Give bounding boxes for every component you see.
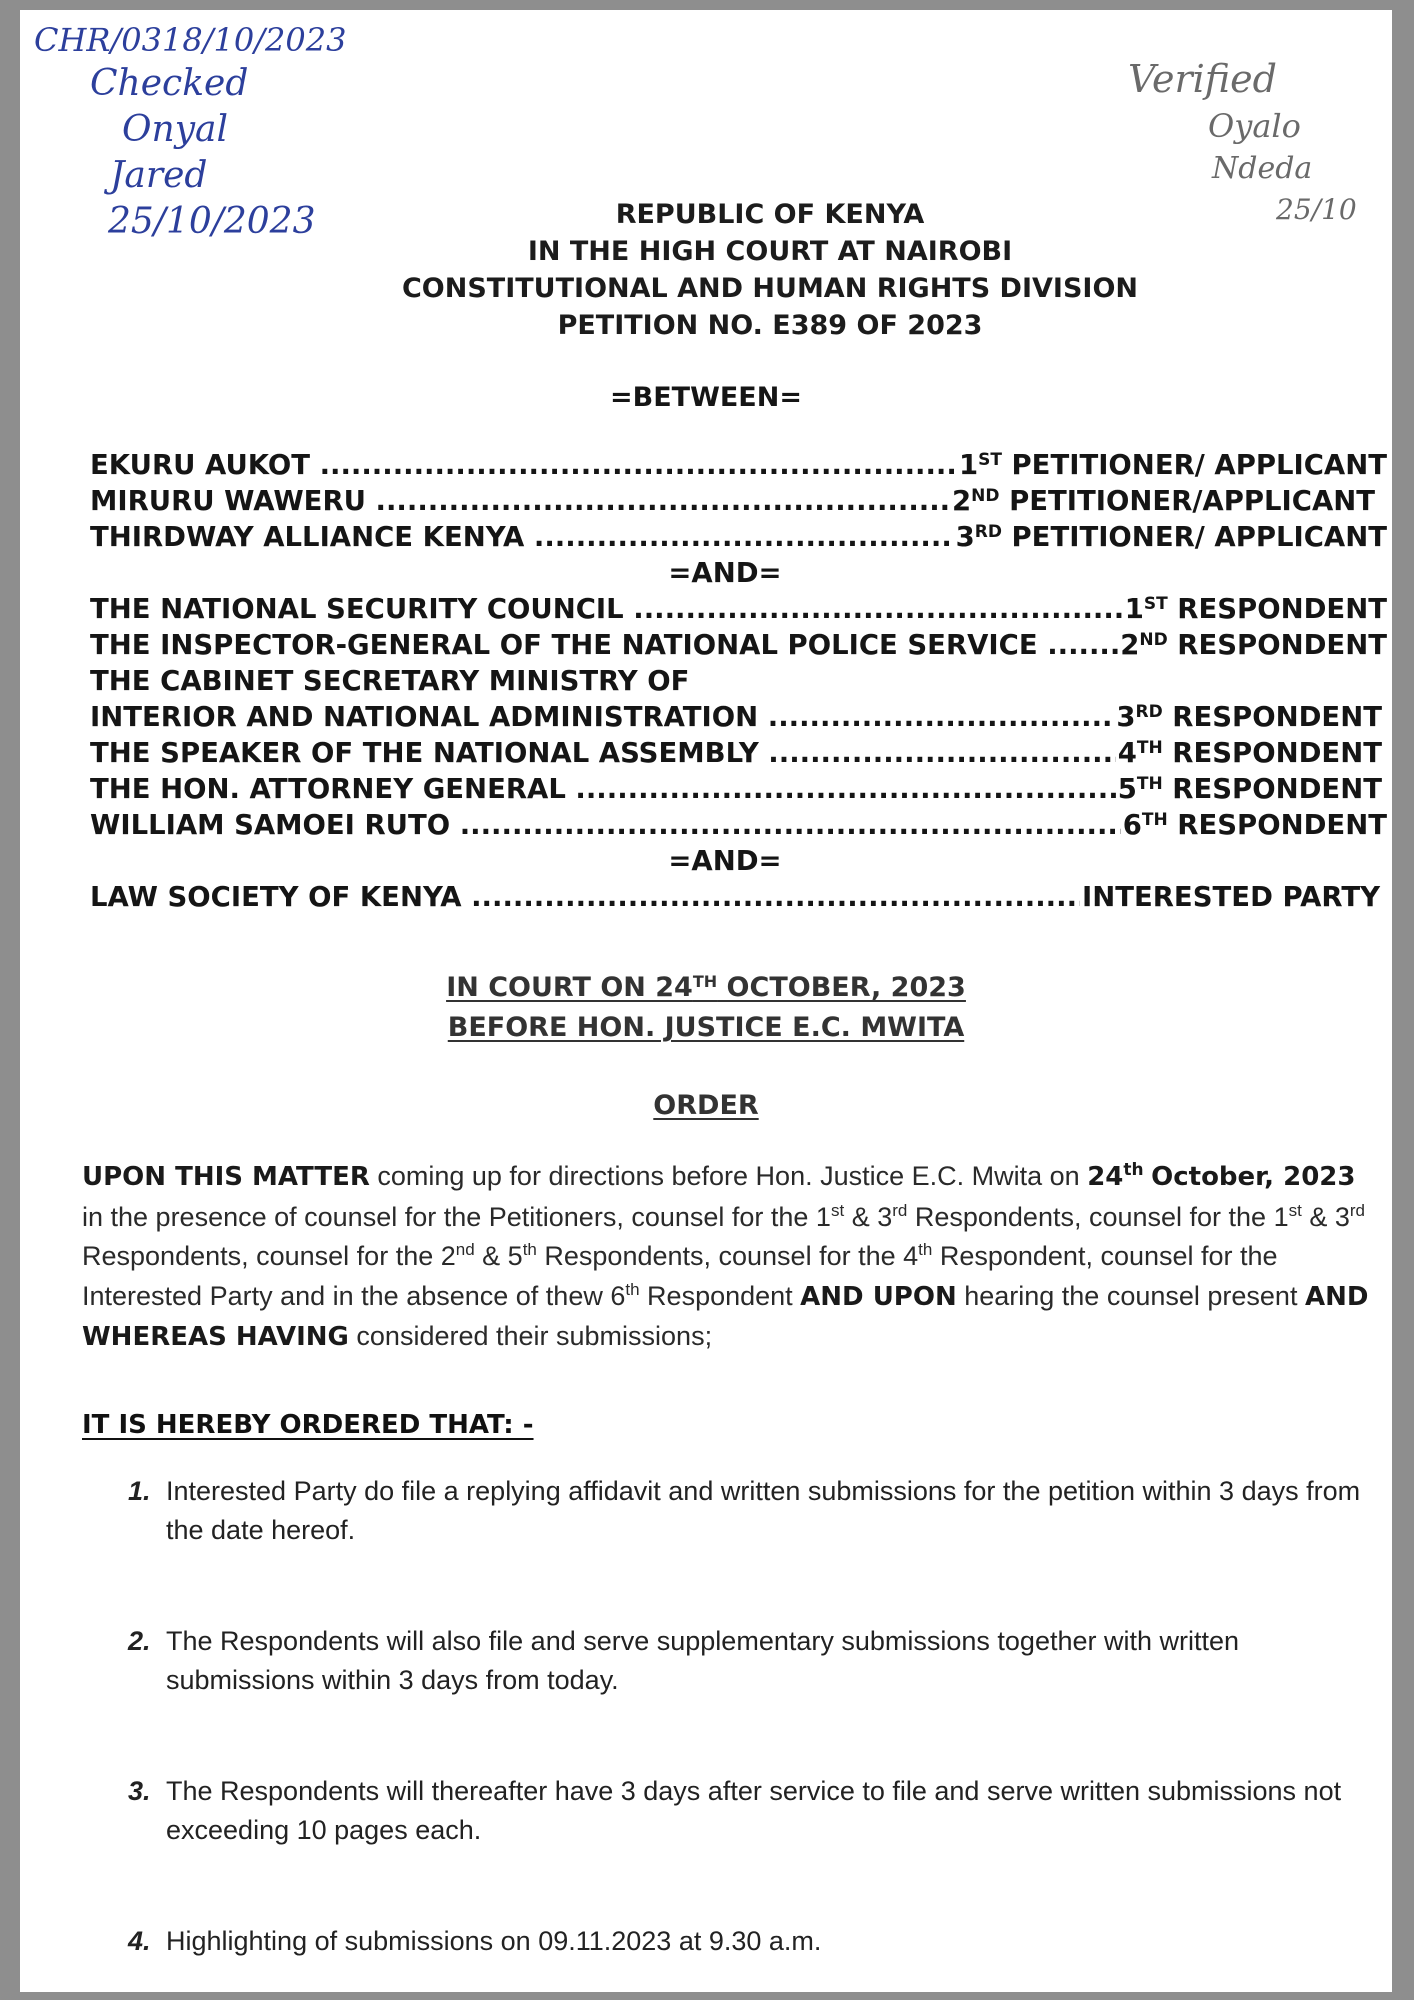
- party-name: LAW SOCIETY OF KENYA .....: [90, 879, 1080, 915]
- order-text: The Respondents will thereafter have 3 days after service to file and serve written submissions not exceeding 10 pages each.: [166, 1776, 1342, 1845]
- party-role: 5TH RESPONDENT: [1117, 773, 1382, 805]
- party-row: [90, 735, 1382, 771]
- header-line-division: CONSTITUTIONAL AND HUMAN RIGHTS DIVISION: [401, 273, 1138, 304]
- party-row: [90, 627, 1387, 663]
- handwritten-line: Jared: [110, 155, 208, 196]
- party-name: THE NATIONAL SECURITY COUNCIL .....: [90, 591, 1123, 627]
- order-number: 3.: [128, 1776, 151, 1806]
- party-name: INTERIOR AND NATIONAL ADMINISTRATION .....: [90, 699, 1114, 735]
- handwritten-date: 25/10/2023: [108, 201, 316, 242]
- handwritten-date: 25/10: [1276, 193, 1357, 226]
- party-row: [90, 483, 1375, 519]
- party-row: [90, 807, 1387, 843]
- order-title: ORDER: [653, 1090, 759, 1121]
- order-text: Highlighting of submissions on 09.11.2023 at 9.30 a.m.: [166, 1926, 822, 1956]
- order-text: The Respondents will also file and serve supplementary submissions together with written submissions within 3 days from today.: [166, 1626, 1240, 1695]
- handwritten-line: Verified: [1128, 57, 1277, 101]
- party-name: WILLIAM SAMOEI RUTO .....: [90, 807, 1121, 843]
- party-role: 6TH RESPONDENT: [1122, 809, 1387, 841]
- party-role: 4TH RESPONDENT: [1117, 737, 1382, 769]
- party-name: THE HON. ATTORNEY GENERAL .....: [90, 771, 1116, 807]
- order-item: [128, 1922, 1388, 1961]
- court-date: IN COURT ON 24TH OCTOBER, 2023: [446, 972, 966, 1003]
- order-number: 4.: [128, 1926, 151, 1956]
- party-row: [90, 699, 1382, 735]
- case-header: [270, 196, 1270, 344]
- party-row: [90, 447, 1387, 483]
- handwritten-signature: Oyalo: [1208, 107, 1301, 145]
- and-separator: =AND=: [668, 557, 782, 589]
- party-name: THE SPEAKER OF THE NATIONAL ASSEMBLY .....: [90, 735, 1116, 771]
- between-heading: =BETWEEN=: [610, 382, 802, 413]
- handwritten-line: Ndeda: [1212, 151, 1313, 186]
- order-item: [128, 1472, 1388, 1550]
- handwritten-signature: Onyal: [122, 109, 229, 150]
- party-name: THE INSPECTOR-GENERAL OF THE NATIONAL POLICE SERVICE .....: [90, 627, 1118, 663]
- party-name: THIRDWAY ALLIANCE KENYA .....: [90, 519, 954, 555]
- header-line-petition-number: PETITION NO. E389 OF 2023: [557, 310, 983, 341]
- court-judge: BEFORE HON. JUSTICE E.C. MWITA: [447, 1012, 965, 1043]
- court-session: [20, 968, 1392, 1048]
- order-number: 2.: [128, 1626, 151, 1656]
- header-line-republic: REPUBLIC OF KENYA: [615, 199, 925, 230]
- header-line-court: IN THE HIGH COURT AT NAIROBI: [527, 236, 1013, 267]
- party-name-line: THE CABINET SECRETARY MINISTRY OF: [90, 665, 690, 697]
- party-name: EKURU AUKOT .....: [90, 447, 957, 483]
- order-text: Interested Party do file a replying affidavit and written submissions for the petition within 3 days from the date hereof.: [166, 1476, 1361, 1545]
- party-row: [90, 879, 1380, 915]
- party-role: 3RD RESPONDENT: [1116, 701, 1382, 733]
- party-row: [90, 771, 1382, 807]
- party-role: 2ND PETITIONER/APPLICANT: [952, 485, 1375, 517]
- party-row: [90, 519, 1387, 555]
- party-name: MIRURU WAWERU .....: [90, 483, 950, 519]
- party-role: INTERESTED PARTY: [1081, 881, 1380, 913]
- order-item: [128, 1772, 1388, 1850]
- ordered-heading: IT IS HEREBY ORDERED THAT: -: [82, 1410, 534, 1440]
- party-role: 1ST PETITIONER/ APPLICANT: [958, 449, 1387, 481]
- document-page: [20, 10, 1392, 1992]
- order-item: [128, 1622, 1388, 1700]
- orders-list: [128, 1472, 1388, 1961]
- party-role: 1ST RESPONDENT: [1124, 593, 1387, 625]
- handwritten-line: CHR/0318/10/2023: [34, 21, 347, 59]
- order-preamble: UPON THIS MATTER coming up for directions before Hon. Justice E.C. Mwita on 24th October, 2023 in the presence of counsel for the Petitioners, counsel for the 1st & 3rd Respondents, counsel for the 1st & 3rd Respondents, counsel for the 2nd & 5th Respondents, counsel for the 4th Respondent, counsel for the Interested Party and in the absence of thew 6th Respondent AND UPON hearing the counsel present AND WHEREAS HAVING considered their submissions;: [82, 1160, 1369, 1352]
- party-role: 2ND RESPONDENT: [1120, 629, 1387, 661]
- party-row: [90, 591, 1387, 627]
- order-number: 1.: [128, 1476, 151, 1506]
- and-separator: =AND=: [668, 845, 782, 877]
- handwritten-line: Checked: [90, 63, 249, 104]
- party-role: 3RD PETITIONER/ APPLICANT: [955, 521, 1387, 553]
- parties-list: [90, 447, 1392, 915]
